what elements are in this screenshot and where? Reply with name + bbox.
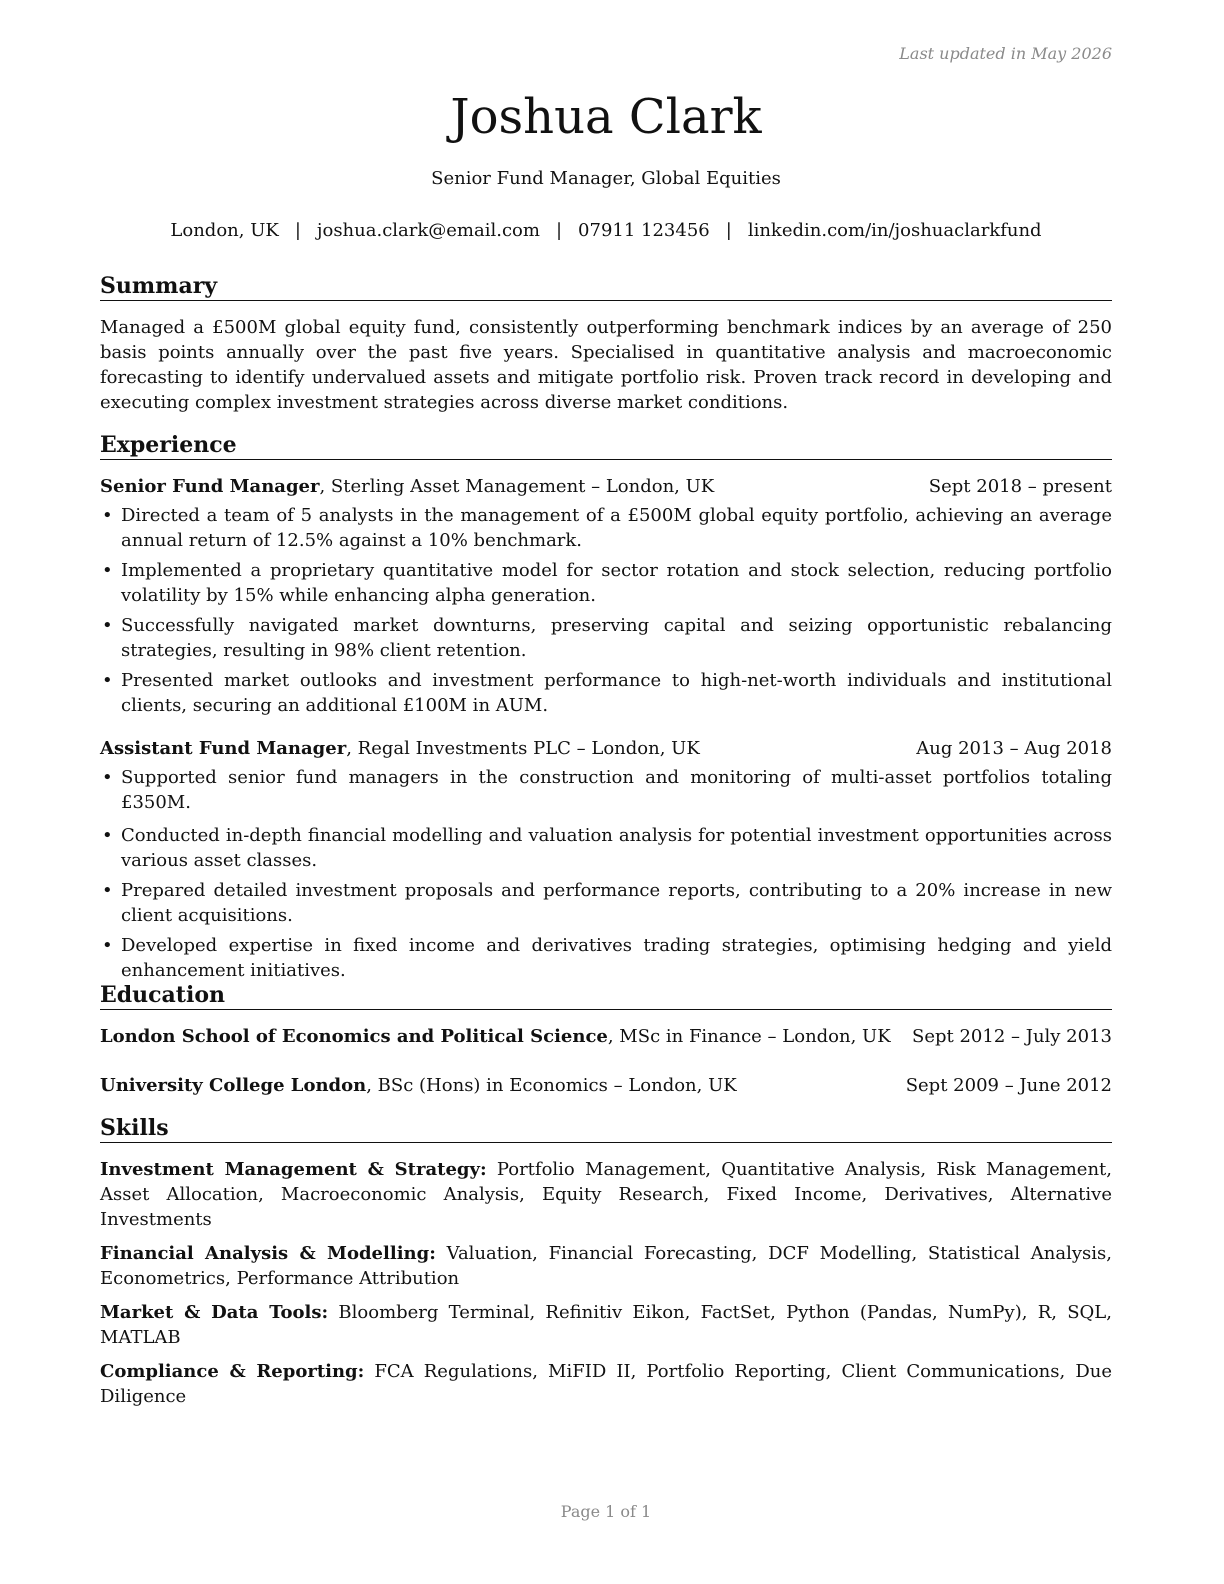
skill-category: Investment Management & Strategy: — [100, 1159, 487, 1180]
skills-section — [100, 1114, 1112, 1418]
education-school: University College London — [100, 1075, 367, 1096]
job-dates: Aug 2013 – Aug 2018 — [916, 738, 1112, 759]
experience-section — [100, 431, 1112, 988]
job-role: Senior Fund Manager — [100, 476, 320, 497]
education-entry — [100, 1024, 1112, 1049]
skills-list — [100, 1157, 1112, 1409]
education-dates: Sept 2012 – July 2013 — [912, 1026, 1112, 1047]
skill-items: Valuation, Financial Forecasting, DCF Modelling, Statistical Analysis, Econometrics, Performance Attribution — [100, 1243, 1112, 1289]
list-item — [100, 503, 1112, 553]
resume-page — [100, 0, 1112, 1584]
contact-phone[interactable]: 07911 123456 — [578, 220, 710, 241]
list-item — [100, 558, 1112, 608]
bullet-icon: • — [102, 670, 113, 691]
job-entry — [100, 474, 1112, 718]
list-item — [100, 668, 1112, 718]
bullet-text: Prepared detailed investment proposals and performance reports, contributing to a 20% increase in new client acquisitions. — [121, 880, 1112, 926]
job-role: Assistant Fund Manager — [100, 738, 347, 759]
list-item — [100, 823, 1112, 873]
bullet-text: Presented market outlooks and investment performance to high-net-worth individuals and institutional clients, securing an additional £100M in AUM. — [121, 670, 1112, 716]
candidate-name: Joshua Clark — [450, 89, 762, 145]
bullet-icon: • — [102, 505, 113, 526]
skill-items: Portfolio Management, Quantitative Analysis, Risk Management, Asset Allocation, Macroeconomic Analysis, Equity Research, Fixed Income, Derivatives, Alternative Investments — [100, 1159, 1112, 1230]
section-title-summary: Summary — [100, 272, 1112, 301]
skill-line — [100, 1300, 1112, 1350]
education-entry — [100, 1073, 1112, 1098]
contact-separator: | — [725, 220, 732, 241]
page-number: Page 1 of 1 — [560, 1502, 652, 1521]
bullet-icon: • — [102, 615, 113, 636]
skill-category: Financial Analysis & Modelling: — [100, 1243, 436, 1264]
contact-location: London, UK — [170, 220, 279, 241]
bullet-icon: • — [102, 825, 113, 846]
list-item — [100, 765, 1112, 815]
education-dates: Sept 2009 – June 2012 — [905, 1075, 1112, 1096]
job-organization: , Sterling Asset Management – London, UK — [319, 476, 715, 497]
section-title-skills: Skills — [100, 1114, 1112, 1143]
bullet-icon: • — [102, 935, 113, 956]
summary-section — [100, 272, 1112, 415]
skill-items: Bloomberg Terminal, Refinitiv Eikon, FactSet, Python (Pandas, NumPy), R, SQL, MATLAB — [100, 1302, 1112, 1348]
job-bullets — [100, 503, 1112, 718]
contact-email[interactable]: joshua.clark@email.com — [316, 220, 540, 241]
contact-linkedin[interactable]: linkedin.com/in/joshuaclarkfund — [747, 220, 1042, 241]
skill-category: Market & Data Tools: — [100, 1302, 329, 1323]
job-entry — [100, 736, 1112, 983]
section-title-education: Education — [100, 981, 1112, 1010]
skill-line — [100, 1359, 1112, 1409]
job-organization: , Regal Investments PLC – London, UK — [346, 738, 700, 759]
bullet-icon: • — [102, 767, 113, 788]
education-section — [100, 981, 1112, 1098]
bullet-text: Supported senior fund managers in the construction and monitoring of multi-asset portfolios totaling £350M. — [121, 767, 1112, 813]
skill-line — [100, 1241, 1112, 1291]
candidate-headline: Senior Fund Manager, Global Equities — [431, 168, 781, 189]
list-item — [100, 878, 1112, 928]
contact-line — [100, 218, 1112, 244]
bullet-text: Successfully navigated market downturns, preserving capital and seizing opportunistic rebalancing strategies, resulting in 98% client retention. — [121, 615, 1112, 661]
section-title-experience: Experience — [100, 431, 1112, 460]
job-bullets — [100, 765, 1112, 983]
last-updated: Last updated in May 2026 — [899, 44, 1112, 63]
bullet-icon: • — [102, 880, 113, 901]
bullet-icon: • — [102, 560, 113, 581]
education-degree: , MSc in Finance – London, UK — [607, 1026, 891, 1047]
skill-category: Compliance & Reporting: — [100, 1361, 365, 1382]
list-item — [100, 933, 1112, 983]
job-header — [100, 474, 1112, 499]
job-dates: Sept 2018 – present — [928, 476, 1112, 497]
bullet-text: Implemented a proprietary quantitative model for sector rotation and stock selection, reducing portfolio volatility by 15% while enhancing alpha generation. — [121, 560, 1112, 606]
summary-text: Managed a £500M global equity fund, consistently outperforming benchmark indices by an average of 250 basis points annually over the past five years. Specialised in quantitative analysis and macroeconomic forecasting to identify undervalued assets and mitigate portfolio risk. Proven track record in developing and executing complex investment strategies across diverse market conditions. — [100, 317, 1112, 413]
education-degree: , BSc (Hons) in Economics – London, UK — [366, 1075, 737, 1096]
education-school: London School of Economics and Political Science — [100, 1026, 608, 1047]
skill-items: FCA Regulations, MiFID II, Portfolio Reporting, Client Communications, Due Diligence — [100, 1361, 1112, 1407]
job-header — [100, 736, 1112, 761]
skill-line — [100, 1157, 1112, 1232]
list-item — [100, 613, 1112, 663]
bullet-text: Developed expertise in fixed income and derivatives trading strategies, optimising hedging and yield enhancement initiatives. — [121, 935, 1112, 981]
bullet-text: Directed a team of 5 analysts in the management of a £500M global equity portfolio, achieving an average annual return of 12.5% against a 10% benchmark. — [121, 505, 1112, 551]
contact-separator: | — [555, 220, 563, 241]
bullet-text: Conducted in-depth financial modelling and valuation analysis for potential investment opportunities across various asset classes. — [121, 825, 1112, 871]
contact-separator: | — [294, 220, 301, 241]
